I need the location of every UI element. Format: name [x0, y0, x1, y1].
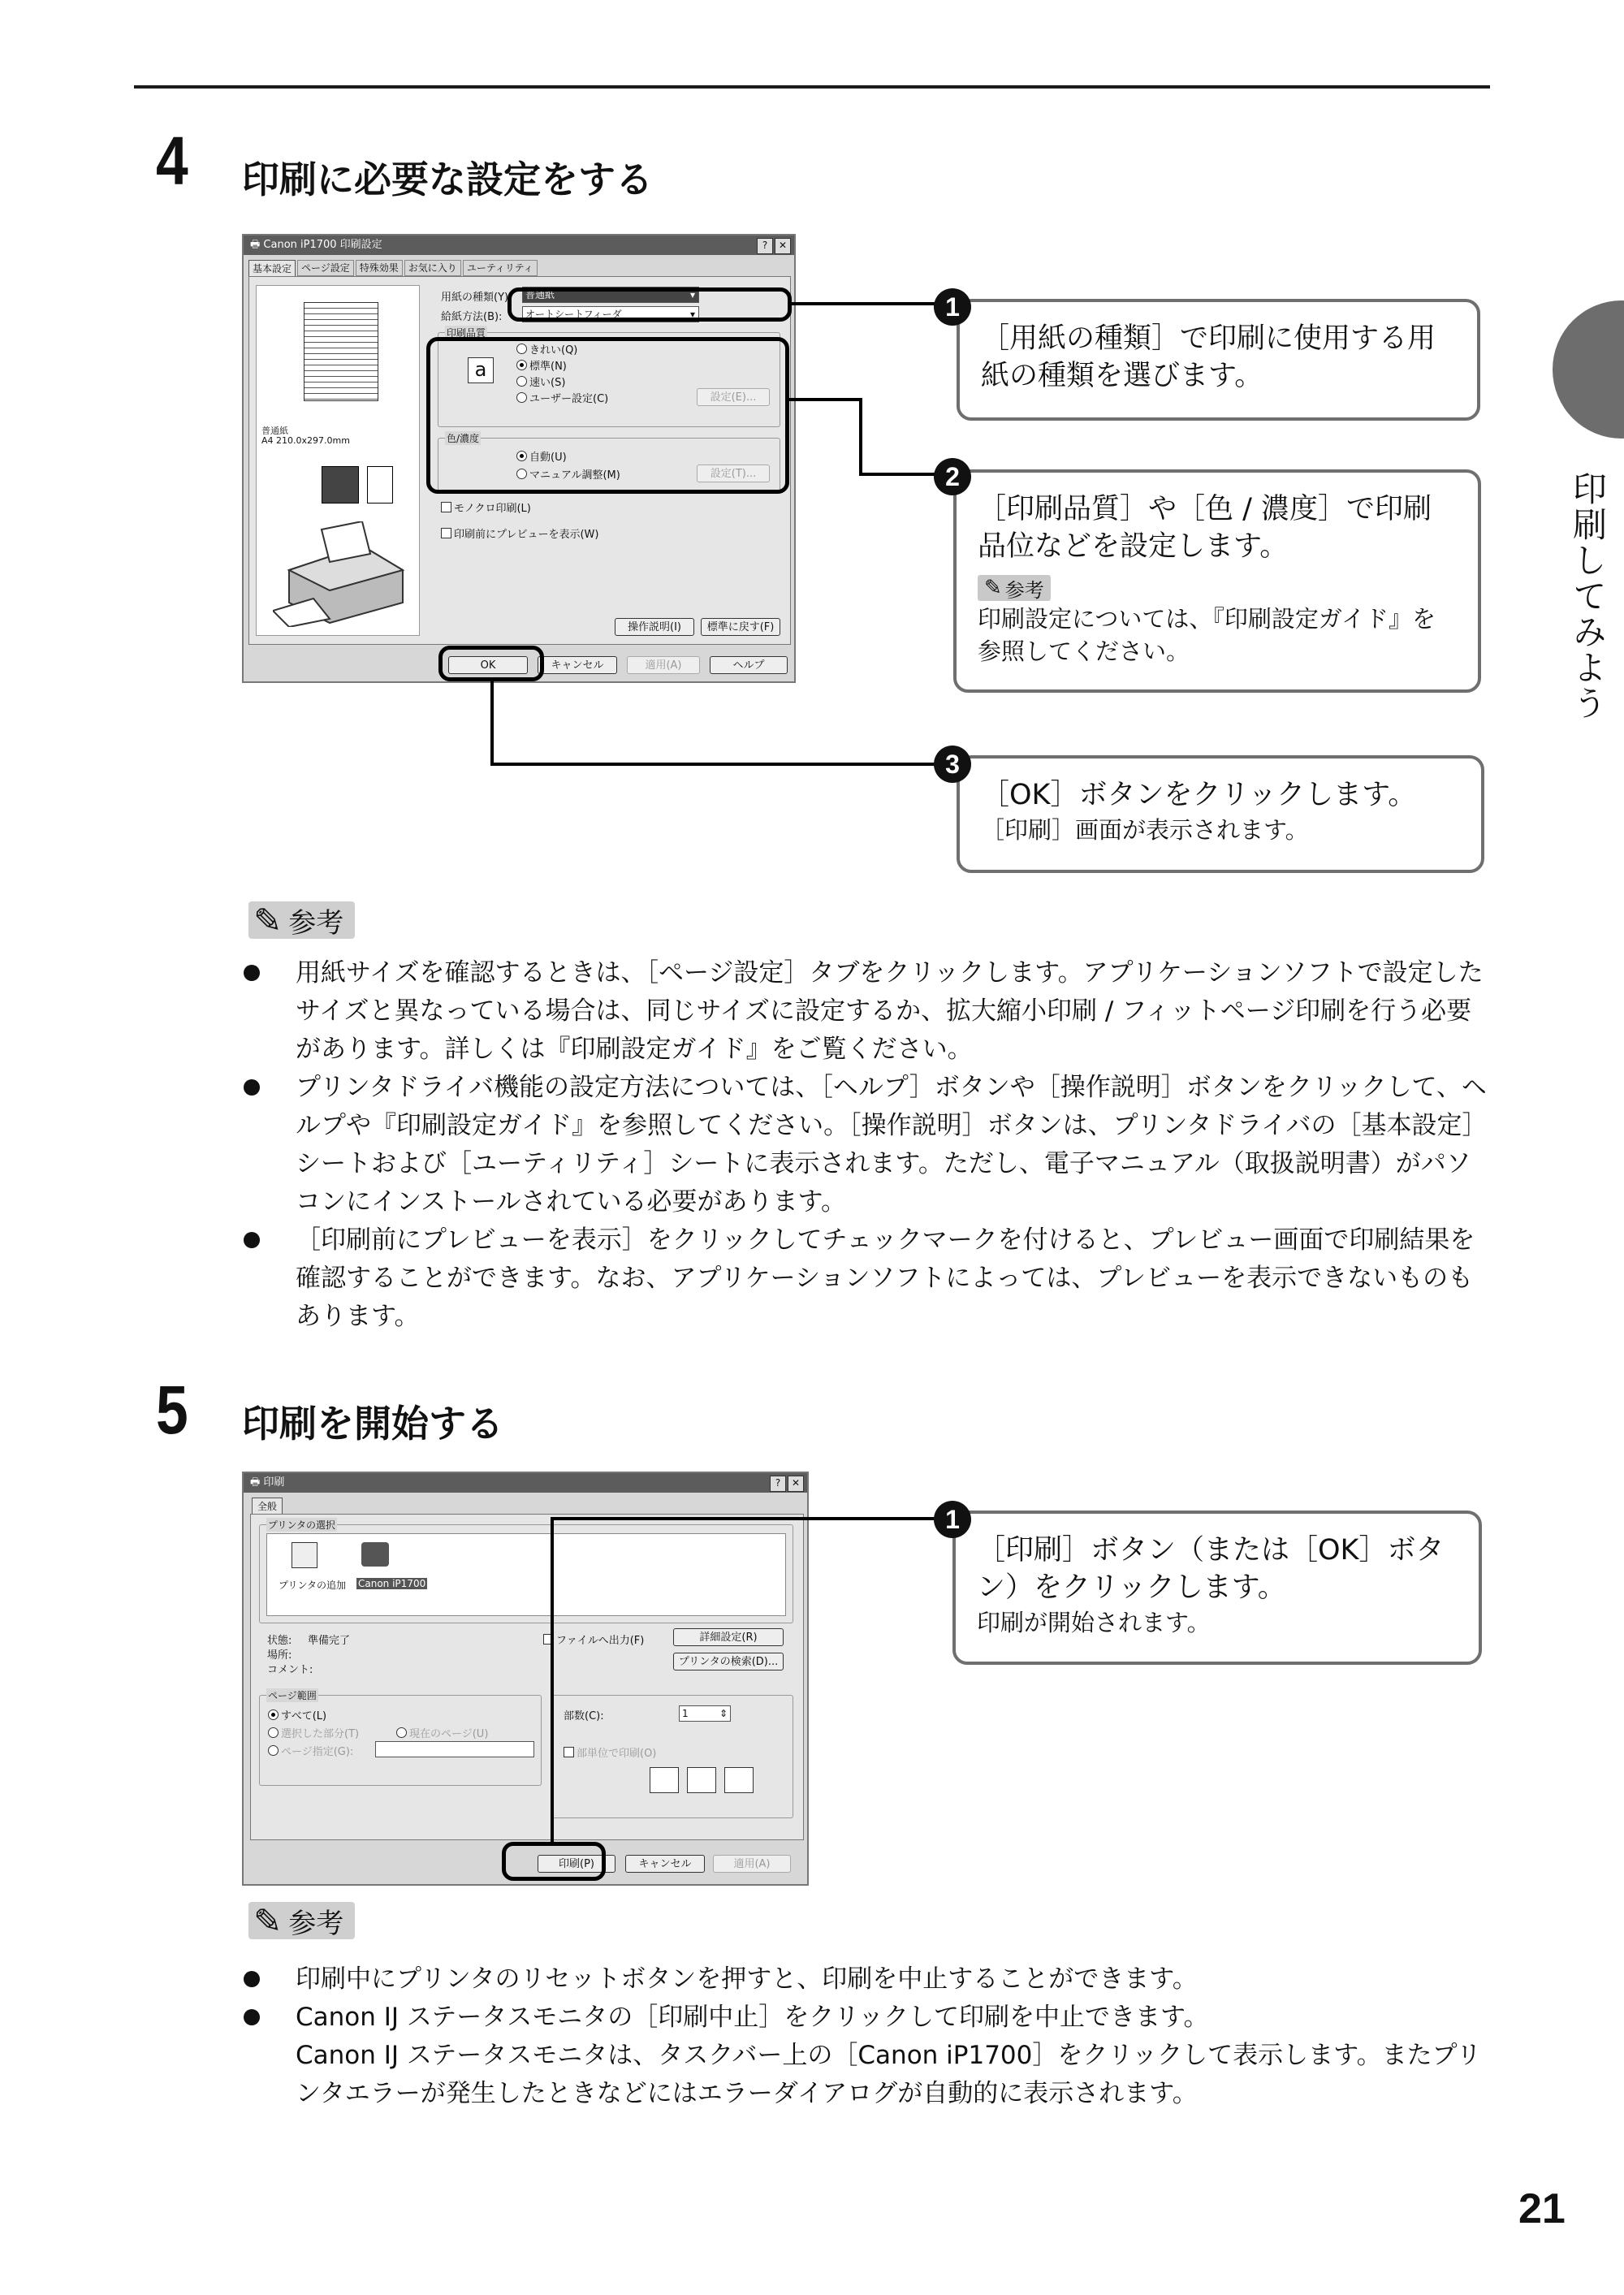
paper-size-info: A4 210.0x297.0mm: [261, 435, 350, 446]
connector-5a: [551, 1519, 554, 1843]
tab-utility[interactable]: ユーティリティ: [463, 260, 538, 276]
location-label: 場所:: [267, 1649, 292, 1662]
group-title: プリンタの選択: [268, 1519, 336, 1531]
instructions-button[interactable]: 操作説明(I): [615, 618, 694, 636]
close-icon[interactable]: ✕: [788, 1476, 804, 1492]
note-item: Canon IJ ステータスモニタは、タスクバー上の［Canon iP1700］をクリックして表示します。またプリンタエラーが発生したときなどにはエラーダイアログが自動的に表示されます。: [296, 2041, 1482, 2108]
tab-page-setup[interactable]: ページ設定: [297, 260, 354, 276]
preview-pane: [256, 285, 420, 636]
paper-type-select[interactable]: 普通紙 ▾: [522, 287, 699, 303]
preview-checkbox[interactable]: 印刷前にプレビューを表示(W): [441, 525, 598, 541]
range-pages[interactable]: ページ指定(G):: [268, 1743, 353, 1758]
quality-set-button[interactable]: 設定(E)...: [697, 388, 770, 406]
pencil-icon: ✎: [984, 576, 1002, 600]
notes-ref-label: ✎ 参考: [248, 901, 355, 939]
step-title: 印刷に必要な設定をする: [242, 158, 653, 201]
printer-icon: 🖶: [250, 239, 264, 251]
paper-feed-icon: [322, 466, 359, 504]
pencil-icon: ✎: [253, 900, 283, 940]
chevron-down-icon: ▾: [689, 309, 695, 320]
chapter-tab-marker: [1553, 300, 1624, 439]
cancel-button[interactable]: キャンセル: [538, 656, 617, 674]
callout-5-text: ［印刷］ボタン（または［OK］ボタン）をクリックします。: [977, 1534, 1445, 1604]
feed-method-label: 給紙方法(B):: [441, 311, 503, 323]
range-all[interactable]: すべて(L): [268, 1707, 326, 1722]
page-range-input[interactable]: [375, 1741, 534, 1757]
paper-type-highlight: [508, 287, 792, 322]
quality-fast[interactable]: 速い(S): [516, 374, 565, 389]
dialog-title: Canon iP1700 印刷設定: [263, 239, 382, 251]
chevron-down-icon: ▾: [689, 289, 695, 300]
step4-notes: [244, 954, 1494, 1336]
badge-5-1: 1: [934, 1501, 971, 1538]
find-printer-button[interactable]: プリンタの検索(D)...: [673, 1653, 784, 1670]
add-printer-label[interactable]: プリンタの追加: [279, 1580, 347, 1591]
print-button[interactable]: 印刷(P): [538, 1855, 615, 1873]
connector-2b: [859, 398, 862, 476]
copies-group: [551, 1695, 793, 1818]
printer-icon: 🖶: [250, 1476, 264, 1489]
close-icon[interactable]: ✕: [775, 238, 791, 254]
status-label: 状態:: [267, 1635, 292, 1647]
dialog-titlebar: [244, 1473, 807, 1493]
chapter-tab-label: 印刷してみよう: [1568, 471, 1608, 721]
color-auto[interactable]: 自動(U): [516, 448, 567, 464]
callout-3: [957, 755, 1484, 873]
collate-checkbox[interactable]: 部単位で印刷(O): [564, 1744, 656, 1760]
color-manual[interactable]: マニュアル調整(M): [516, 466, 620, 482]
color-group-title: 色/濃度: [447, 433, 480, 444]
printer-illustration: [273, 521, 411, 627]
notes-ref-label: ✎ 参考: [248, 1902, 355, 1939]
ok-button-highlight: [438, 646, 544, 681]
tab-panel: [250, 1514, 804, 1840]
copies-label: 部数(C):: [564, 1710, 604, 1722]
tab-favorites[interactable]: お気に入り: [404, 260, 461, 276]
paper-type-label: 用紙の種類(Y):: [441, 292, 512, 304]
paper-icon: [367, 466, 393, 504]
note-item: 用紙サイズを確認するときは、［ページ設定］タブをクリックします。アプリケーションソフトで設定したサイズと異なっている場合は、同じサイズに設定するか、拡大縮小印刷 / フィットページ印刷を行う必要があります。詳しくは『印刷設定ガイド』をご覧ください。: [244, 954, 1494, 1069]
page-number: 21: [1518, 2185, 1566, 2232]
page-range-group: [259, 1690, 542, 1786]
color-set-button[interactable]: 設定(T)...: [697, 465, 770, 482]
header-rule: [134, 85, 1490, 89]
mono-print-checkbox[interactable]: モノクロ印刷(L): [441, 499, 531, 515]
callout-5-1: [952, 1511, 1482, 1665]
print-dialog: [242, 1472, 809, 1886]
comment-label: コメント:: [267, 1664, 313, 1676]
badge-3: 3: [934, 746, 971, 783]
step-title: 印刷を開始する: [242, 1402, 503, 1446]
callout-3-subtext: ［印刷］画面が表示されます。: [981, 816, 1309, 844]
dialog-title: 印刷: [263, 1476, 285, 1489]
collate-icon: [650, 1767, 754, 1793]
quality-custom[interactable]: ユーザー設定(C): [516, 390, 608, 405]
help-icon[interactable]: ?: [770, 1476, 786, 1492]
select-printer-group: [259, 1519, 793, 1623]
callout-1-text: ［用紙の種類］で印刷に使用する用紙の種類を選びます。: [981, 322, 1436, 392]
spinner-icon[interactable]: ⇕: [719, 1708, 728, 1719]
note-item: Canon IJ ステータスモニタの［印刷中止］をクリックして印刷を中止できます。: [244, 1999, 1494, 2037]
defaults-button[interactable]: 標準に戻す(F): [701, 618, 780, 636]
callout-1: [957, 299, 1480, 421]
callout-2-text: ［印刷品質］や［色 / 濃度］で印刷品位などを設定します。: [978, 493, 1432, 563]
help-icon[interactable]: ?: [757, 238, 773, 254]
connector-3b: [490, 763, 953, 766]
printer-name[interactable]: Canon iP1700: [358, 1578, 426, 1589]
quality-group-title: 印刷品質: [447, 327, 486, 339]
apply-button[interactable]: 適用(A): [627, 656, 700, 674]
copies-input[interactable]: 1 ⇕: [679, 1705, 731, 1722]
callout-2-ref: ✎ 参考: [978, 575, 1051, 601]
callout-3-text: ［OK］ボタンをクリックします。: [981, 779, 1417, 811]
tab-basic[interactable]: 基本設定: [248, 260, 296, 276]
print-button-highlight: [502, 1842, 606, 1881]
range-current-page[interactable]: 現在のページ(U): [396, 1725, 488, 1740]
step-number: 5: [156, 1372, 188, 1448]
printer-list: [266, 1533, 786, 1616]
group-title: ページ範囲: [268, 1690, 317, 1701]
badge-1: 1: [934, 288, 971, 326]
dialog-titlebar: [244, 236, 794, 255]
badge-2: 2: [934, 458, 971, 495]
callout-5-subtext: 印刷が開始されます。: [977, 1609, 1211, 1636]
connector-2a: [789, 398, 862, 401]
quality-color-highlight: [426, 337, 789, 494]
page-preview: [304, 302, 378, 401]
connector-5b: [551, 1517, 952, 1520]
tab-effects[interactable]: 特殊効果: [356, 260, 403, 276]
feed-method-select[interactable]: オートシートフィーダ ▾: [522, 306, 699, 322]
note-item: ［印刷前にプレビューを表示］をクリックしてチェックマークを付けると、プレビュー画面で印刷結果を確認することができます。なお、アプリケーションソフトによっては、プレビューを表示できないものもあります。: [244, 1221, 1494, 1336]
printer-device-icon[interactable]: [361, 1542, 389, 1567]
print-to-file-checkbox[interactable]: ファイルへ出力(F): [543, 1632, 644, 1647]
add-printer-icon[interactable]: [292, 1542, 317, 1568]
step5-notes: [244, 1960, 1494, 2113]
step-number: 4: [156, 123, 188, 199]
details-button[interactable]: 詳細設定(R): [673, 1628, 784, 1646]
ok-button[interactable]: OK: [448, 656, 528, 674]
paper-type-info: 普通紙: [261, 426, 288, 436]
quality-standard[interactable]: 標準(N): [516, 357, 567, 373]
pencil-icon: ✎: [253, 1900, 283, 1941]
callout-2-subtext: 印刷設定については、『印刷設定ガイド』を参照してください。: [978, 605, 1436, 665]
cancel-button[interactable]: キャンセル: [625, 1855, 705, 1873]
connector-3a: [490, 681, 494, 766]
quality-icon: a: [468, 357, 494, 383]
quality-fine[interactable]: きれい(Q): [516, 341, 577, 357]
note-item: プリンタドライバ機能の設定方法については、［ヘルプ］ボタンや［操作説明］ボタンをクリックして、ヘルプや『印刷設定ガイド』を参照してください。［操作説明］ボタンは、プリンタドライバの［基本設定］シートおよび［ユーティリティ］シートに表示されます。ただし、電子マニュアル（取扱説明書）がパソコンにインストールされている必要があります。: [244, 1069, 1494, 1221]
note-item: 印刷中にプリンタのリセットボタンを押すと、印刷を中止することができます。: [244, 1960, 1494, 1999]
tab-general[interactable]: 全般: [252, 1498, 283, 1515]
connector-1: [792, 302, 954, 305]
range-selection[interactable]: 選択した部分(T): [268, 1725, 359, 1740]
apply-button[interactable]: 適用(A): [713, 1855, 791, 1873]
callout-2: [953, 469, 1481, 693]
status-value: 準備完了: [308, 1635, 351, 1647]
help-button[interactable]: ヘルプ: [710, 656, 788, 674]
